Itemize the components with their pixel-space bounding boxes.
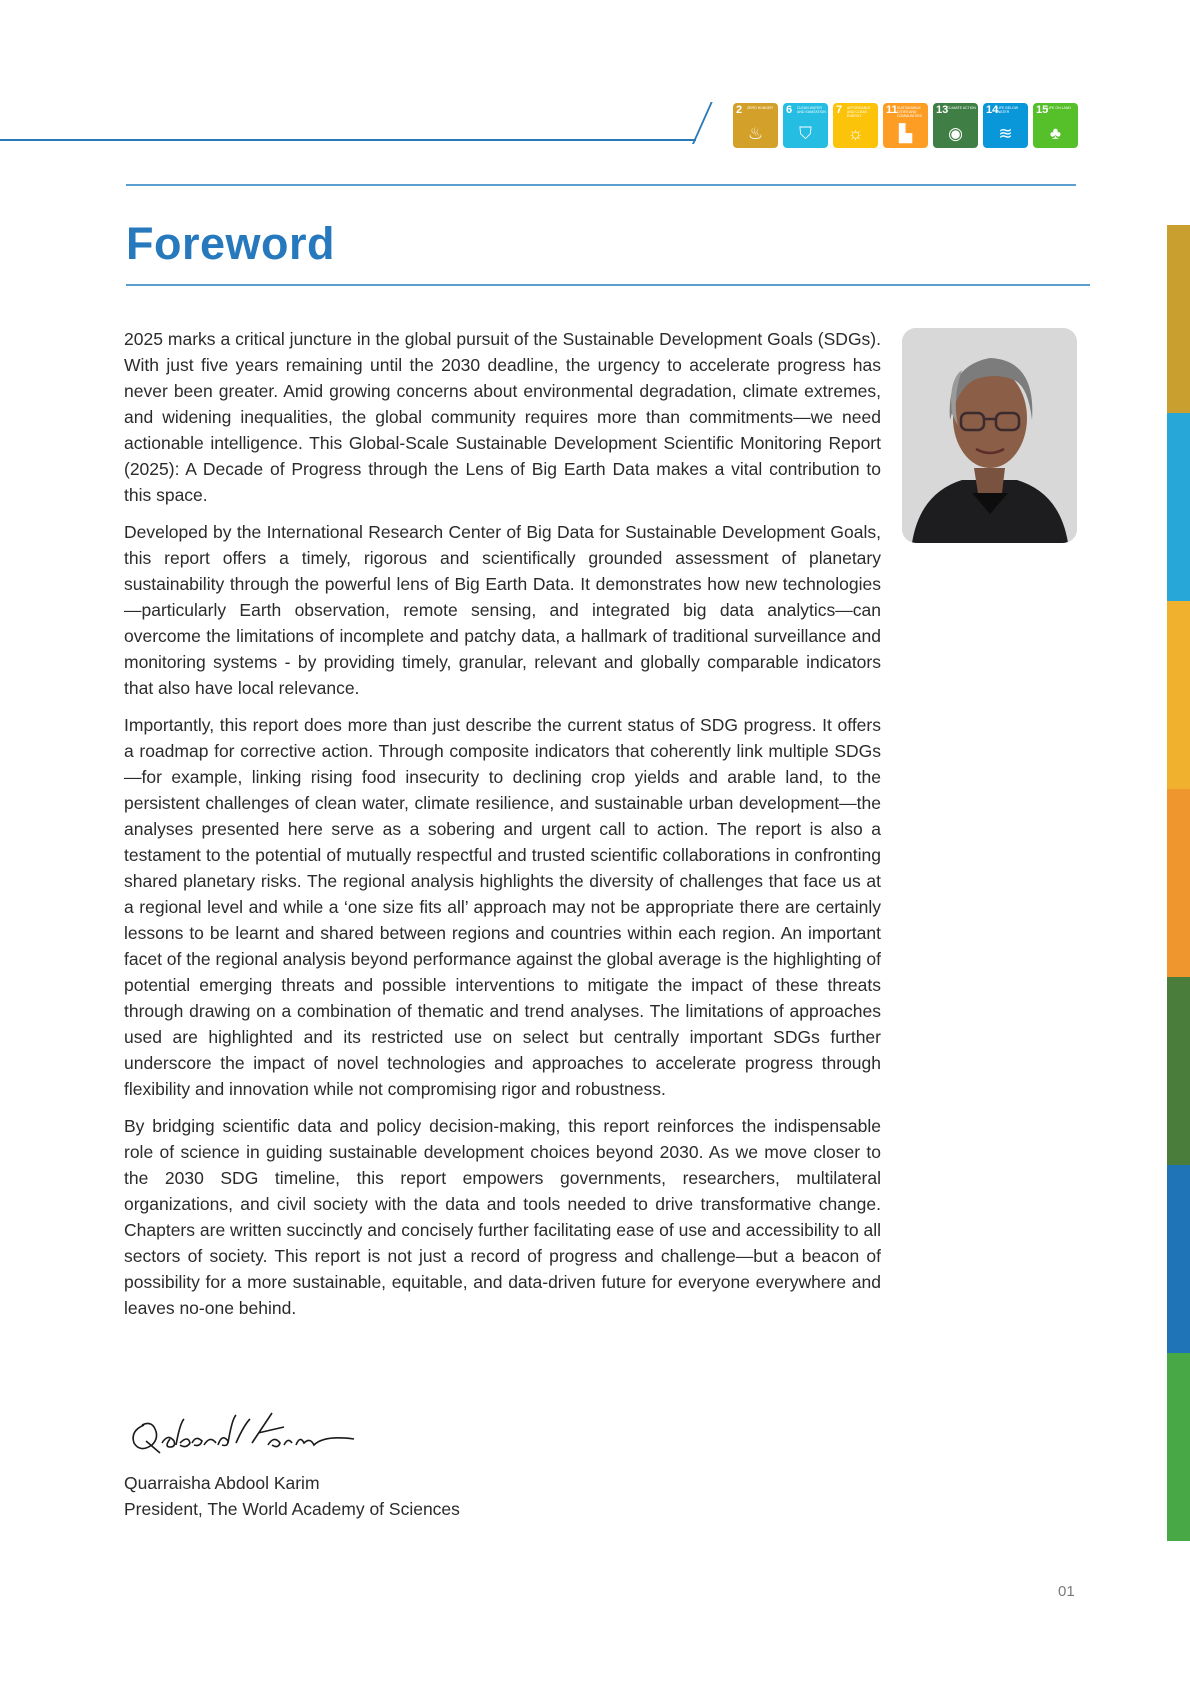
sdg-label: LIFE BELOW WATER xyxy=(997,106,1019,114)
zero-hunger-icon: ♨ xyxy=(747,124,764,143)
sdg-icon-row xyxy=(733,103,1078,148)
side-bar-segment xyxy=(1167,1353,1190,1541)
sdg-number: 6 xyxy=(786,104,793,116)
side-bar-segment xyxy=(1167,601,1190,789)
clean-energy-icon: ☼ xyxy=(847,124,864,143)
sdg-tile xyxy=(1033,103,1078,148)
climate-eye-icon: ◉ xyxy=(948,124,963,143)
top-slash xyxy=(692,102,713,144)
sdg-label: LIFE ON LAND xyxy=(1047,106,1071,110)
author-role: President, The World Academy of Sciences xyxy=(124,1499,460,1519)
sdg-number: 13 xyxy=(936,104,949,116)
paragraph: 2025 marks a critical juncture in the global pursuit of the Sustainable Development Goals (SDGs). With just five years remaining until the 2030 deadline, the urgency to accelerate progress has never been greater. Amid growing concerns about environmental degradation, climate extremes, and widening inequalities, the global community requires more than commitments—we need actionable intelligence. This Global-Scale Sustainable Development Scientific Monitoring Report (2025): A Decade of Progress through the Lens of Big Earth Data makes a vital contribution to this space. xyxy=(124,329,881,505)
sdg-label: AFFORDABLE AND CLEAN ENERGY xyxy=(847,106,871,118)
header-divider xyxy=(126,184,1076,186)
sdg-number: 7 xyxy=(836,104,843,116)
side-color-bar xyxy=(1167,225,1190,1541)
sdg-label: CLIMATE ACTION xyxy=(947,106,976,110)
side-bar-segment xyxy=(1167,225,1190,413)
sdg-tile xyxy=(983,103,1028,148)
author-name: Quarraisha Abdool Karim xyxy=(124,1473,320,1493)
page-title: Foreword xyxy=(126,218,336,269)
title-underline xyxy=(126,284,1090,286)
author-signature xyxy=(124,1405,404,1466)
sdg-tile xyxy=(733,103,778,148)
paragraph: Developed by the International Research Center of Big Data for Sustainable Development Goals, this report offers a timely, rigorous and scientifically grounded assessment of planetary sustainability through the powerful lens of Big Earth Data. It demonstrates how new technologies—particularly Earth observation, remote sensing, and integrated big data analytics—can overcome the limitations of incomplete and patchy data, a hallmark of traditional surveillance and monitoring systems - by providing timely, granular, relevant and globally comparable indicators that also have local relevance. xyxy=(124,522,881,698)
paragraph: By bridging scientific data and policy decision-making, this report reinforces the indispensable role of science in guiding sustainable development choices beyond 2030. As we move closer to the 2030 SDG timeline, this report empowers governments, researchers, multilateral organizations, and civil society with the data and tools needed to drive transformative change. Chapters are written succinctly and concisely further facilitating ease of use and accessibility to all sectors of society. This report is not just a record of progress and challenge—but a beacon of possibility for a more sustainable, equitable, and data-driven future for everyone everywhere and leaves no-one behind. xyxy=(124,1116,881,1318)
sdg-label: ZERO HUNGER xyxy=(747,106,773,110)
tree-icon: ♣ xyxy=(1049,124,1062,143)
city-icon: ▙ xyxy=(898,124,913,143)
clean-water-icon: ⛉ xyxy=(799,124,812,143)
page-number: 01 xyxy=(1058,1583,1075,1600)
fish-icon: ≋ xyxy=(998,124,1013,143)
sdg-tile xyxy=(933,103,978,148)
sdg-number: 15 xyxy=(1036,104,1049,116)
paragraph: Importantly, this report does more than just describe the current status of SDG progress. It offers a roadmap for corrective action. Through composite indicators that coherently link multiple SDGs—for example, linking rising food insecurity to declining crop yields and arable land, to the persistent challenges of clean water, climate resilience, and sustainable urban development—the analyses presented here serve as a sobering and urgent call to action. The report is also a testament to the potential of mutually respectful and trusted scientific collaborations in confronting shared planetary risks. The regional analysis highlights the diversity of challenges that face us at a regional level and while a ‘one size fits all’ approach may not be appropriate there are certainly lessons to be learnt and shared between regions and countries within each region. An important facet of the regional analysis beyond performance against the global average is the highlighting of potential emerging threats and possible interventions to mitigate the impact of these threats through drawing on a combination of thematic and trend analyses. The limitations of approaches used are highlighted and its restricted use on select but centrally important SDGs further underscore the impact of novel technologies and approaches to accelerate progress through flexibility and innovation while not compromising rigor and robustness. xyxy=(124,715,881,1099)
side-bar-segment xyxy=(1167,977,1190,1165)
side-bar-segment xyxy=(1167,789,1190,977)
sdg-number: 14 xyxy=(986,104,999,116)
sdg-number: 2 xyxy=(736,104,743,116)
side-bar-segment xyxy=(1167,1165,1190,1353)
sdg-label: SUSTAINABLE CITIES AND COMMUNITIES xyxy=(897,106,922,118)
sdg-tile xyxy=(883,103,928,148)
author-portrait xyxy=(902,328,1077,543)
sdg-number: 11 xyxy=(886,104,898,116)
sdg-tile xyxy=(833,103,878,148)
top-rule xyxy=(0,139,696,141)
side-bar-segment xyxy=(1167,413,1190,601)
sdg-label: CLEAN WATER AND SANITATION xyxy=(797,106,826,114)
sdg-tile xyxy=(783,103,828,148)
foreword-body xyxy=(124,326,881,1332)
